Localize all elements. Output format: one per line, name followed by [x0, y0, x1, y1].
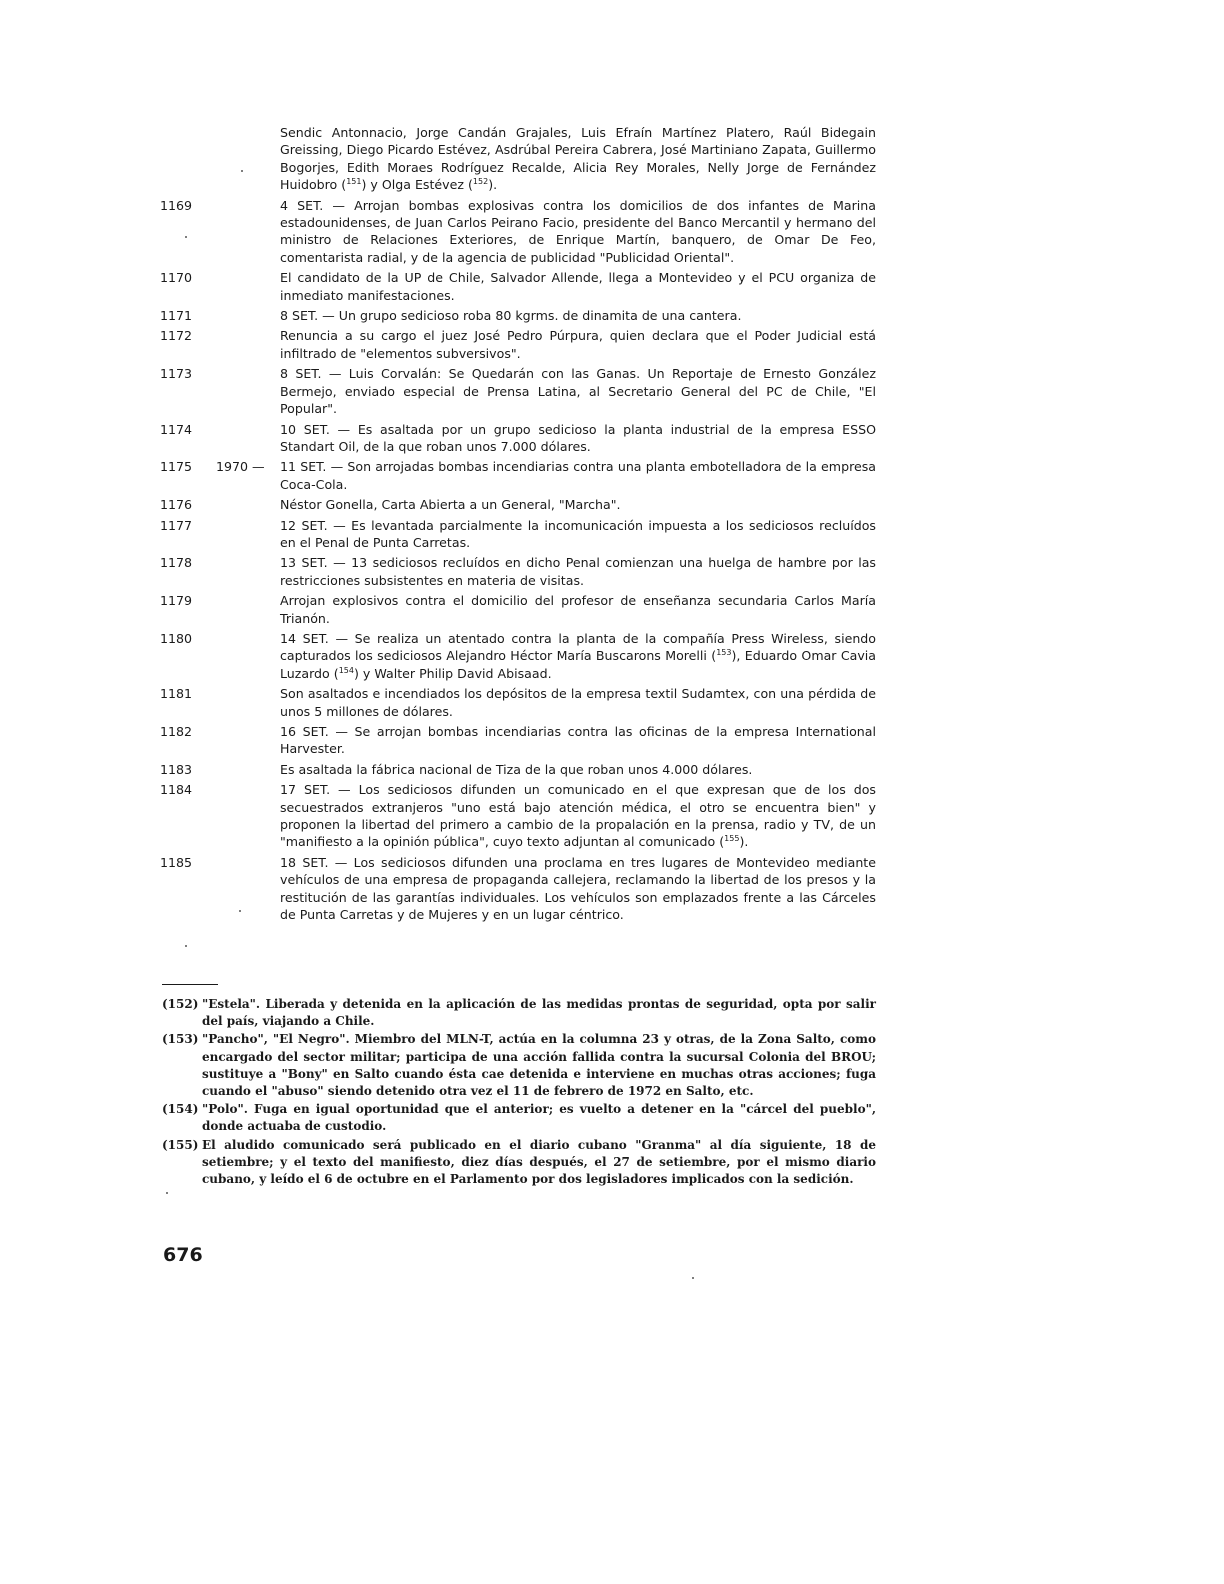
chronology-entries: [160, 124, 876, 926]
entry-number: 1175: [160, 459, 193, 475]
entry-number: 1178: [160, 555, 193, 571]
entry-number: 1184: [160, 782, 193, 798]
entry-number: 1180: [160, 630, 193, 646]
footnote-text: "Pancho", "El Negro". Miembro del MLN-T, actúa en la columna 23 y otras, de la Zona Salto, como encargado del sector militar; participa de una acción fallida contra la sucursal Colonia del BROU; sustituye a "Bony" en Salto cuando ésta cae detenida e interviene en muchas otras acciones; fuga cuando el "abuso" siendo detenido otra vez el 11 de febrero de 1972 en Salto, etc.: [202, 1032, 876, 1099]
footnote-text: "Estela". Liberada y detenida en la aplicación de las medidas prontas de seguridad, opta por salir del país, viajando a Chile.: [202, 997, 876, 1029]
entry-text: Néstor Gonella, Carta Abierta a un General, "Marcha".: [280, 497, 621, 513]
page-number: 676: [163, 1244, 203, 1266]
entry-text: Arrojan explosivos contra el domicilio del profesor de enseñanza secundaria Carlos María Trianón.: [280, 593, 876, 626]
chronology-entry: [160, 421, 876, 456]
entry-text: 13 SET. — 13 sediciosos recluídos en dicho Penal comienzan una huelga de hambre por las restricciones subsistentes en materia de visitas.: [280, 555, 876, 588]
footnote-divider: [162, 984, 218, 985]
footnote: [162, 1137, 876, 1189]
footnote: [162, 1101, 876, 1135]
entry-text: Sendic Antonnacio, Jorge Candán Grajales, Luis Efraín Martínez Platero, Raúl Bidegain Greissing, Diego Picardo Estévez, Asdrúbal Pereira Cabrera, José Martiniano Zapata, Guillermo Bogorjes, Edith Moraes Rodríguez Recalde, Alicia Rey Morales, Nelly Jorge de Fernández Huidobro ($^{151}$) y Olga Estévez ($^{152}$).: [280, 125, 876, 193]
chronology-entry: [160, 496, 876, 513]
chronology-entry: [160, 592, 876, 627]
entry-number: 1176: [160, 497, 193, 513]
scan-speck: [185, 945, 187, 947]
entry-year: 1970 —: [216, 459, 265, 475]
chronology-entry: [160, 630, 876, 682]
scan-speck: [166, 1192, 168, 1194]
entry-text: El candidato de la UP de Chile, Salvador Allende, llega a Montevideo y el PCU organiza de inmediato manifestaciones.: [280, 270, 876, 303]
chronology-entry: [160, 124, 876, 194]
entry-number: 1182: [160, 724, 193, 739]
footnote-number: (155): [162, 1137, 199, 1152]
entry-number: 1181: [160, 686, 193, 702]
scan-speck: [185, 236, 187, 238]
entry-text: Son asaltados e incendiados los depósitos de la empresa textil Sudamtex, con una pérdida de unos 5 millones de dólares.: [280, 686, 876, 719]
footnote-number: (152): [162, 997, 199, 1011]
chronology-entry: [160, 854, 876, 924]
entry-number: 1177: [160, 517, 193, 533]
chronology-entry: [160, 307, 876, 324]
entry-text: 8 SET. — Luis Corvalán: Se Quedarán con las Ganas. Un Reportaje de Ernesto González Bermejo, enviado especial de Prensa Latina, al Secretario General del PC de Chile, "El Popular".: [280, 366, 876, 417]
footnote: [162, 996, 876, 1030]
chronology-entry: [160, 554, 876, 589]
entry-number: 1170: [160, 270, 193, 286]
chronology-entry: [160, 197, 876, 267]
entry-text: 12 SET. — Es levantada parcialmente la incomunicación impuesta a los sediciosos recluídos en el Penal de Punta Carretas.: [280, 517, 876, 550]
footnote-number: (154): [162, 1102, 199, 1117]
entry-text: 10 SET. — Es asaltada por un grupo sedicioso la planta industrial de la empresa ESSO Standart Oil, de la que roban unos 7.000 dólares.: [280, 421, 876, 454]
chronology-entry: [160, 761, 876, 778]
scan-speck: [239, 910, 241, 912]
entry-number: 1173: [160, 366, 193, 382]
footnote-text: "Polo". Fuga en igual oportunidad que el anterior; es vuelto a detener en la "cárcel del pueblo", donde actuaba de custodio.: [202, 1102, 876, 1134]
chronology-entry: [160, 365, 876, 417]
entry-text: 8 SET. — Un grupo sedicioso roba 80 kgrms. de dinamita de una cantera.: [280, 308, 742, 324]
footnote-number: (153): [162, 1032, 199, 1047]
entry-text: 17 SET. — Los sediciosos difunden un comunicado en el que expresan que de los dos secuestrados extranjeros "uno está bajo atención médica, el otro se encuentra bien" y proponen la libertad del primero a cambio de la propalación en la prensa, radio y TV, de un "manifiesto a la opinión pública", cuyo texto adjuntan al comunicado ($^{155}$).: [280, 782, 876, 850]
footnote: [162, 1031, 876, 1100]
chronology-entry: [160, 269, 876, 304]
entry-number: 1171: [160, 308, 193, 324]
entry-text: 18 SET. — Los sediciosos difunden una proclama en tres lugares de Montevideo mediante vehículos de una empresa de propaganda callejera, reclamando la libertad de los presos y la restitución de las garantías individuales. Los vehículos son emplazados frente a las Cárceles de Punta Carretas y de Mujeres y en un lugar céntrico.: [280, 854, 876, 923]
entry-number: 1169: [160, 197, 193, 213]
footnote-text: El aludido comunicado será publicado en el diario cubano "Granma" al día siguiente, 18 de setiembre; y el texto del manifiesto, diez días después, el 27 de setiembre, por el mismo diario cubano, y leído el 6 de octubre en el Parlamento por dos legisladores implicados con la sedición.: [202, 1137, 876, 1187]
entry-number: 1179: [160, 593, 193, 609]
entry-text: Renuncia a su cargo el juez José Pedro Púrpura, quien declara que el Poder Judicial está infiltrado de "elementos subversivos".: [280, 328, 876, 361]
chronology-entry: [160, 685, 876, 720]
chronology-entry: [160, 517, 876, 552]
entry-text: 16 SET. — Se arrojan bombas incendiarias contra las oficinas de la empresa International Harvester.: [280, 724, 876, 757]
scan-speck: [241, 170, 243, 172]
chronology-entry: [160, 781, 876, 851]
chronology-entry: [160, 723, 876, 758]
entry-number: 1183: [160, 761, 193, 777]
entry-text: 4 SET. — Arrojan bombas explosivas contra los domicilios de dos infantes de Marina estadounidenses, de Juan Carlos Peirano Facio, presidente del Banco Mercantil y hermano del ministro de Relaciones Exteriores, de Enrique Martín, banquero, de Omar De Feo, comentarista radial, y de la agencia de publicidad "Publicidad Oriental".: [280, 197, 876, 265]
entry-text: 11 SET. — Son arrojadas bombas incendiarias contra una planta embotelladora de la empresa Coca-Cola.: [280, 459, 876, 492]
chronology-entry: [160, 458, 876, 493]
footnotes: [162, 996, 876, 1189]
entry-number: 1185: [160, 854, 193, 870]
scan-speck: [692, 1277, 694, 1279]
entry-number: 1172: [160, 328, 193, 344]
chronology-entry: [160, 327, 876, 362]
entry-text: 14 SET. — Se realiza un atentado contra la planta de la compañía Press Wireless, siendo capturados los sediciosos Alejandro Héctor María Buscarons Morelli ($^{153}$), Eduardo Omar Cavia Luzardo ($^{154}$) y Walter Philip David Abisaad.: [280, 630, 876, 681]
entry-text: Es asaltada la fábrica nacional de Tiza de la que roban unos 4.000 dólares.: [280, 761, 753, 777]
entry-number: 1174: [160, 421, 193, 437]
